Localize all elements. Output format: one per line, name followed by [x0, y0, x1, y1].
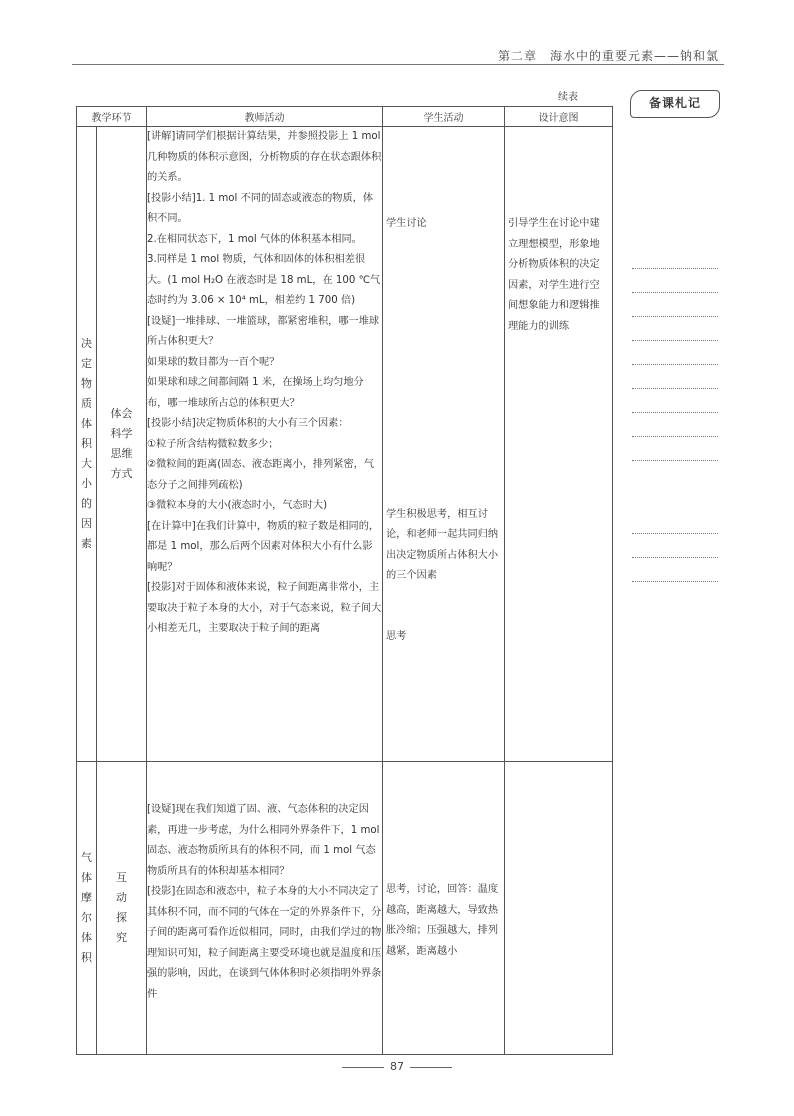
- section-row-molar-volume: [77, 762, 613, 1055]
- footer-rule-right: [410, 1067, 452, 1068]
- stage-char: 体: [81, 871, 92, 884]
- stage-label-volume-factors: [77, 334, 96, 554]
- method-char: 体会: [110, 407, 133, 420]
- stage-char: 因: [81, 517, 92, 530]
- note-line: [632, 558, 718, 582]
- notes-lines-upper: [632, 245, 718, 461]
- teacher-paragraph: [投影小结]1. 1 mol 不同的固态或液态的物质，体积不同。: [147, 192, 374, 224]
- continued-label: 续表: [558, 92, 578, 103]
- teacher-paragraph: 如果球和球之间都间隔 1 米，在操场上均匀地分布，哪一堆球所占总的体积更大？: [147, 377, 364, 409]
- student-activity-2: [383, 762, 505, 1055]
- teacher-paragraph: [投影]在固态和液态中，粒子本身的大小不同决定了其体积不同，而不同的气体在一定的外界条件下，分子间的距离可看作近似相同，同时，由我们学过的物理知识可知，粒子间距离主要受环境也就是温度和压强的影响，因此，在谈到气体体积时必须指明外界条件: [147, 886, 382, 1000]
- note-line: [632, 534, 718, 558]
- stage-char: 的: [81, 497, 92, 510]
- teacher-paragraph: [讲解]请同学们根据计算结果，并参照投影上 1 mol 几种物质的体积示意图，分析物质的存在状态跟体积的关系。: [147, 131, 382, 183]
- method-cell-1: [97, 127, 147, 762]
- teacher-paragraphs-2: [147, 800, 382, 1005]
- teacher-paragraph: 如果球的数目都为一百个呢？: [147, 356, 280, 368]
- note-line: [632, 341, 718, 365]
- teacher-paragraph: [设疑]现在我们知道了固、液、气态体积的决定因素，再进一步考虑，为什么相同外界条件下，1 mol 固态、液态物质所具有的体积不同，而 1 mol 气态物质所具有的体积却基本相同？: [147, 804, 380, 877]
- teacher-paragraph: [设疑]一堆排球、一堆篮球，都紧密堆积，哪一堆球所占体积更大？: [147, 315, 380, 347]
- stage-char: 气: [81, 851, 92, 864]
- stage-char: 体: [81, 931, 92, 944]
- student-activity-1: [383, 127, 505, 762]
- student-answer: 思考，讨论，回答：温度越高，距离越大，导致热胀冷缩；压强越大，排列越紧，距离越小: [386, 884, 499, 957]
- method-char: 探: [116, 911, 127, 924]
- stage-cell-2: [77, 762, 97, 1055]
- teacher-paragraph: ③微粒本身的大小(液态时小，气态时大): [147, 500, 328, 511]
- student-discussion: 学生讨论: [386, 218, 427, 229]
- lesson-plan-table: [76, 106, 613, 1055]
- teacher-paragraph: [在计算中]在我们计算中，物质的粒子数是相同的，都是 1 mol，那么后两个因素对体积大小有什么影响呢？: [147, 520, 380, 573]
- stage-char: 素: [81, 537, 92, 550]
- method-label-inquiry: [97, 868, 146, 948]
- col-header-student: 学生活动: [383, 107, 505, 127]
- note-line: [632, 510, 718, 534]
- stage-label-molar-volume: [77, 848, 96, 968]
- stage-char: 决: [81, 337, 92, 350]
- spacer: [147, 762, 382, 800]
- section-row-volume-factors: [77, 127, 613, 762]
- stage-char: 大: [81, 457, 92, 470]
- teacher-paragraph: ①粒子所含结构微粒数多少；: [147, 438, 279, 450]
- running-header: 第二章 海水中的重要元素——钠和氯: [498, 49, 720, 63]
- method-char: 方式: [110, 467, 133, 480]
- stage-char: 积: [81, 437, 92, 450]
- notes-lines-lower: [632, 510, 718, 582]
- col-header-teacher: 教师活动: [147, 107, 383, 127]
- col-header-intent: 设计意图: [505, 107, 613, 127]
- note-line: [632, 437, 718, 461]
- teacher-activity-2: [147, 762, 383, 1055]
- method-char: 思维: [110, 447, 133, 460]
- header-rule: [72, 64, 724, 65]
- stage-char: 积: [81, 951, 92, 964]
- note-line: [632, 293, 718, 317]
- note-line: [632, 365, 718, 389]
- design-intent-1: [505, 127, 613, 762]
- teacher-paragraph: 2.在相同状态下，1 mol 气体的体积基本相同。: [147, 233, 362, 245]
- teacher-activity-1: [147, 127, 383, 762]
- stage-cell-1: [77, 127, 97, 762]
- method-char: 互: [116, 871, 127, 884]
- page-number: 87: [390, 1060, 404, 1073]
- method-cell-2: [97, 762, 147, 1055]
- method-char: 究: [116, 931, 127, 944]
- method-char: 科学: [110, 427, 133, 440]
- stage-char: 体: [81, 417, 92, 430]
- note-line: [632, 413, 718, 437]
- note-line: [632, 245, 718, 269]
- design-intent-2: [505, 762, 613, 1055]
- col-header-stage: 教学环节: [77, 107, 147, 127]
- teacher-paragraph: ②微粒间的距离(固态、液态距离小，排列紧密，气态分子之间排列疏松): [147, 459, 375, 491]
- note-line: [632, 269, 718, 293]
- page-footer: [0, 1060, 794, 1073]
- stage-char: 摩: [81, 891, 92, 904]
- teacher-paragraphs: [147, 127, 382, 640]
- teacher-paragraph: [投影]对于固体和液体来说，粒子间距离非常小，主要取决于粒子本身的大小，对于气态来说，粒子间大小相差无几，主要取决于粒子间的距离: [147, 582, 382, 634]
- teacher-paragraph: [投影小结]决定物质体积的大小有三个因素：: [147, 418, 349, 429]
- method-label-scientific-thinking: [97, 404, 146, 484]
- stage-char: 物: [81, 377, 92, 390]
- note-line: [632, 317, 718, 341]
- table-header-row: [77, 107, 613, 127]
- design-intent-text: 引导学生在讨论中建立理想模型，形象地分析物质体积的决定因素，对学生进行空间想象能力和逻辑推理能力的训练: [508, 218, 600, 332]
- stage-char: 尔: [81, 911, 92, 924]
- stage-char: 质: [81, 397, 92, 410]
- stage-char: 定: [81, 357, 92, 370]
- note-line: [632, 389, 718, 413]
- notes-logo: 备课札记: [630, 90, 720, 118]
- student-summary: 学生积极思考，相互讨论，和老师一起共同归纳出决定物质所占体积大小的三个因素: [386, 508, 499, 581]
- method-char: 动: [116, 891, 127, 904]
- teacher-paragraph: 3.同样是 1 mol 物质，气体和固体的体积相差很大。(1 mol H₂O 在液态时是 18 mL，在 100 ℃气态时约为 3.06 × 10⁴ mL，相差约 1 700 倍): [147, 254, 381, 306]
- student-think: 思考: [386, 630, 407, 642]
- footer-rule-left: [342, 1067, 384, 1068]
- stage-char: 小: [81, 477, 92, 490]
